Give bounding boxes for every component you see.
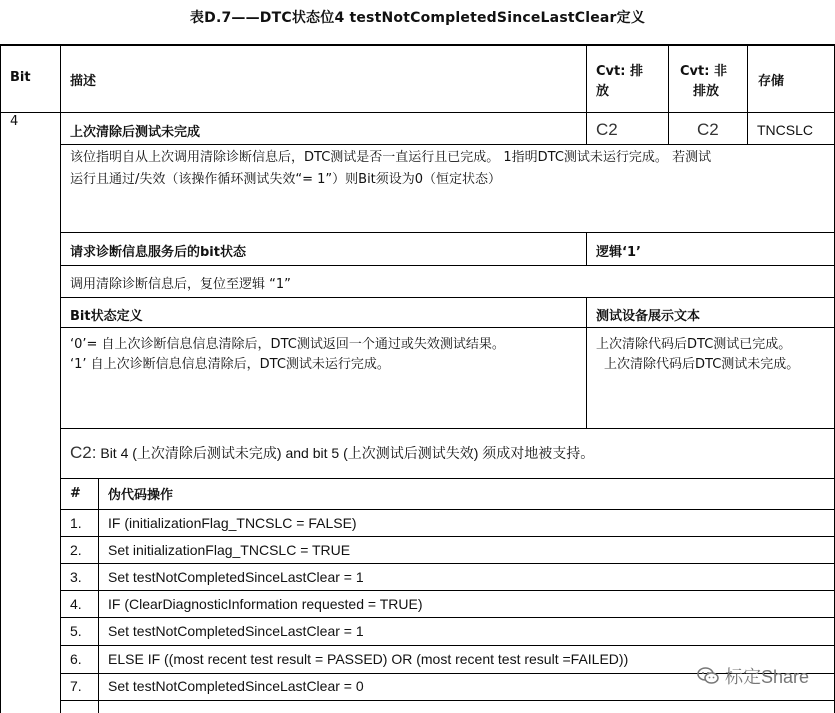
pseudocode-number-header: # bbox=[70, 486, 81, 501]
table-row-number: 5. bbox=[70, 623, 82, 639]
row-line bbox=[60, 617, 835, 618]
table-row-number: 7. bbox=[70, 678, 82, 694]
row-line bbox=[60, 265, 835, 266]
after-clear-label: 请求诊断信息服务后的bit状态 bbox=[70, 245, 246, 260]
table-row-code: Set initializationFlag_TNCSLC = TRUE bbox=[108, 542, 351, 558]
table-row-code: ELSE IF ((most recent test result = PASSED) OR (most recent test result =FAILED)) bbox=[108, 651, 629, 667]
header-cvt-non-emission-line2: 排放 bbox=[693, 84, 720, 99]
bit-description-line1: 该位指明自从上次调用清除诊断信息后，DTC测试是否一直运行且已完成。 1指明DTC测试未运行完成。 若测试 bbox=[70, 150, 712, 165]
table-row-number: 6. bbox=[70, 651, 82, 667]
tester-text-1: 上次清除代码后DTC测试未完成。 bbox=[604, 357, 800, 372]
cvt-emission-value: C2 bbox=[596, 120, 618, 139]
header-bottom-line bbox=[0, 112, 835, 113]
c2-note-text: Bit 4 (上次清除后测试未完成) and bit 5 (上次测试后测试失效) 须成对地被支持。 bbox=[96, 445, 595, 461]
watermark-text: 标定Share bbox=[724, 667, 809, 687]
header-storage: 存储 bbox=[758, 74, 785, 89]
bit-description-line2: 运行且通过/失效（该操作循环测试失效“= 1”）则Bit须设为0（恒定状态） bbox=[70, 172, 502, 187]
row-line bbox=[60, 144, 835, 145]
row-line bbox=[60, 297, 835, 298]
column-line bbox=[668, 44, 669, 144]
row-line bbox=[60, 327, 835, 328]
pseudocode-operation-header: 伪代码操作 bbox=[108, 488, 174, 503]
wechat-icon bbox=[697, 667, 719, 685]
table-row-code: Set testNotCompletedSinceLastClear = 1 bbox=[108, 623, 364, 639]
table-row-number: 3. bbox=[70, 569, 82, 585]
state-definition-label: Bit状态定义 bbox=[70, 309, 143, 324]
row-line bbox=[60, 536, 835, 537]
state-definition-1: ‘1’ 自上次诊断信息信息清除后，DTC测试未运行完成。 bbox=[70, 357, 390, 372]
left-border bbox=[0, 44, 1, 713]
after-clear-logic: 逻辑‘1’ bbox=[596, 245, 641, 260]
after-clear-text: 调用清除诊断信息后，复位至逻辑 “1” bbox=[70, 277, 291, 292]
watermark bbox=[697, 663, 809, 689]
c2-note bbox=[70, 443, 594, 463]
header-bit: Bit bbox=[10, 70, 31, 85]
bit-number: 4 bbox=[10, 114, 19, 129]
c2-note-prefix: C2: bbox=[70, 443, 97, 462]
bit-name: 上次清除后测试未完成 bbox=[70, 125, 201, 140]
row-line bbox=[60, 509, 835, 510]
table-row-number: 1. bbox=[70, 515, 82, 531]
row-line bbox=[60, 232, 835, 233]
header-cvt-non-emission-line1: Cvt: 非 bbox=[680, 64, 727, 79]
column-line bbox=[586, 232, 587, 265]
state-definition-0: ‘0’= 自上次诊断信息信息清除后，DTC测试返回一个通过或失效测试结果。 bbox=[70, 337, 505, 352]
table-row-code: IF (ClearDiagnosticInformation requested = TRUE) bbox=[108, 596, 423, 612]
row-line bbox=[60, 563, 835, 564]
column-line bbox=[586, 297, 587, 428]
column-line bbox=[747, 44, 748, 144]
table-row-code: Set testNotCompletedSinceLastClear = 1 bbox=[108, 569, 364, 585]
table-row-code: Set testNotCompletedSinceLastClear = 0 bbox=[108, 678, 364, 694]
column-line bbox=[586, 44, 587, 144]
pseudocode-number-line bbox=[98, 478, 99, 713]
row-line bbox=[60, 478, 835, 479]
row-line bbox=[60, 590, 835, 591]
table-row-number: 2. bbox=[70, 542, 82, 558]
header-cvt-emission-line2: 放 bbox=[596, 84, 610, 99]
row-line bbox=[60, 700, 835, 701]
header-description: 描述 bbox=[70, 74, 97, 89]
tester-text-0: 上次清除代码后DTC测试已完成。 bbox=[596, 337, 792, 352]
header-cvt-emission-line1: Cvt: 排 bbox=[596, 64, 643, 79]
table-row-code: IF (initializationFlag_TNCSLC = FALSE) bbox=[108, 515, 357, 531]
bit-column-line bbox=[60, 44, 61, 713]
row-line bbox=[60, 645, 835, 646]
top-border bbox=[0, 44, 835, 46]
table-row-number: 4. bbox=[70, 596, 82, 612]
cvt-non-emission-value: C2 bbox=[697, 120, 719, 139]
storage-value: TNCSLC bbox=[757, 122, 814, 138]
tester-text-label: 测试设备展示文本 bbox=[596, 309, 701, 324]
table-caption: 表D.7——DTC状态位4 testNotCompletedSinceLastClear定义 bbox=[189, 10, 646, 26]
row-line bbox=[60, 428, 835, 429]
